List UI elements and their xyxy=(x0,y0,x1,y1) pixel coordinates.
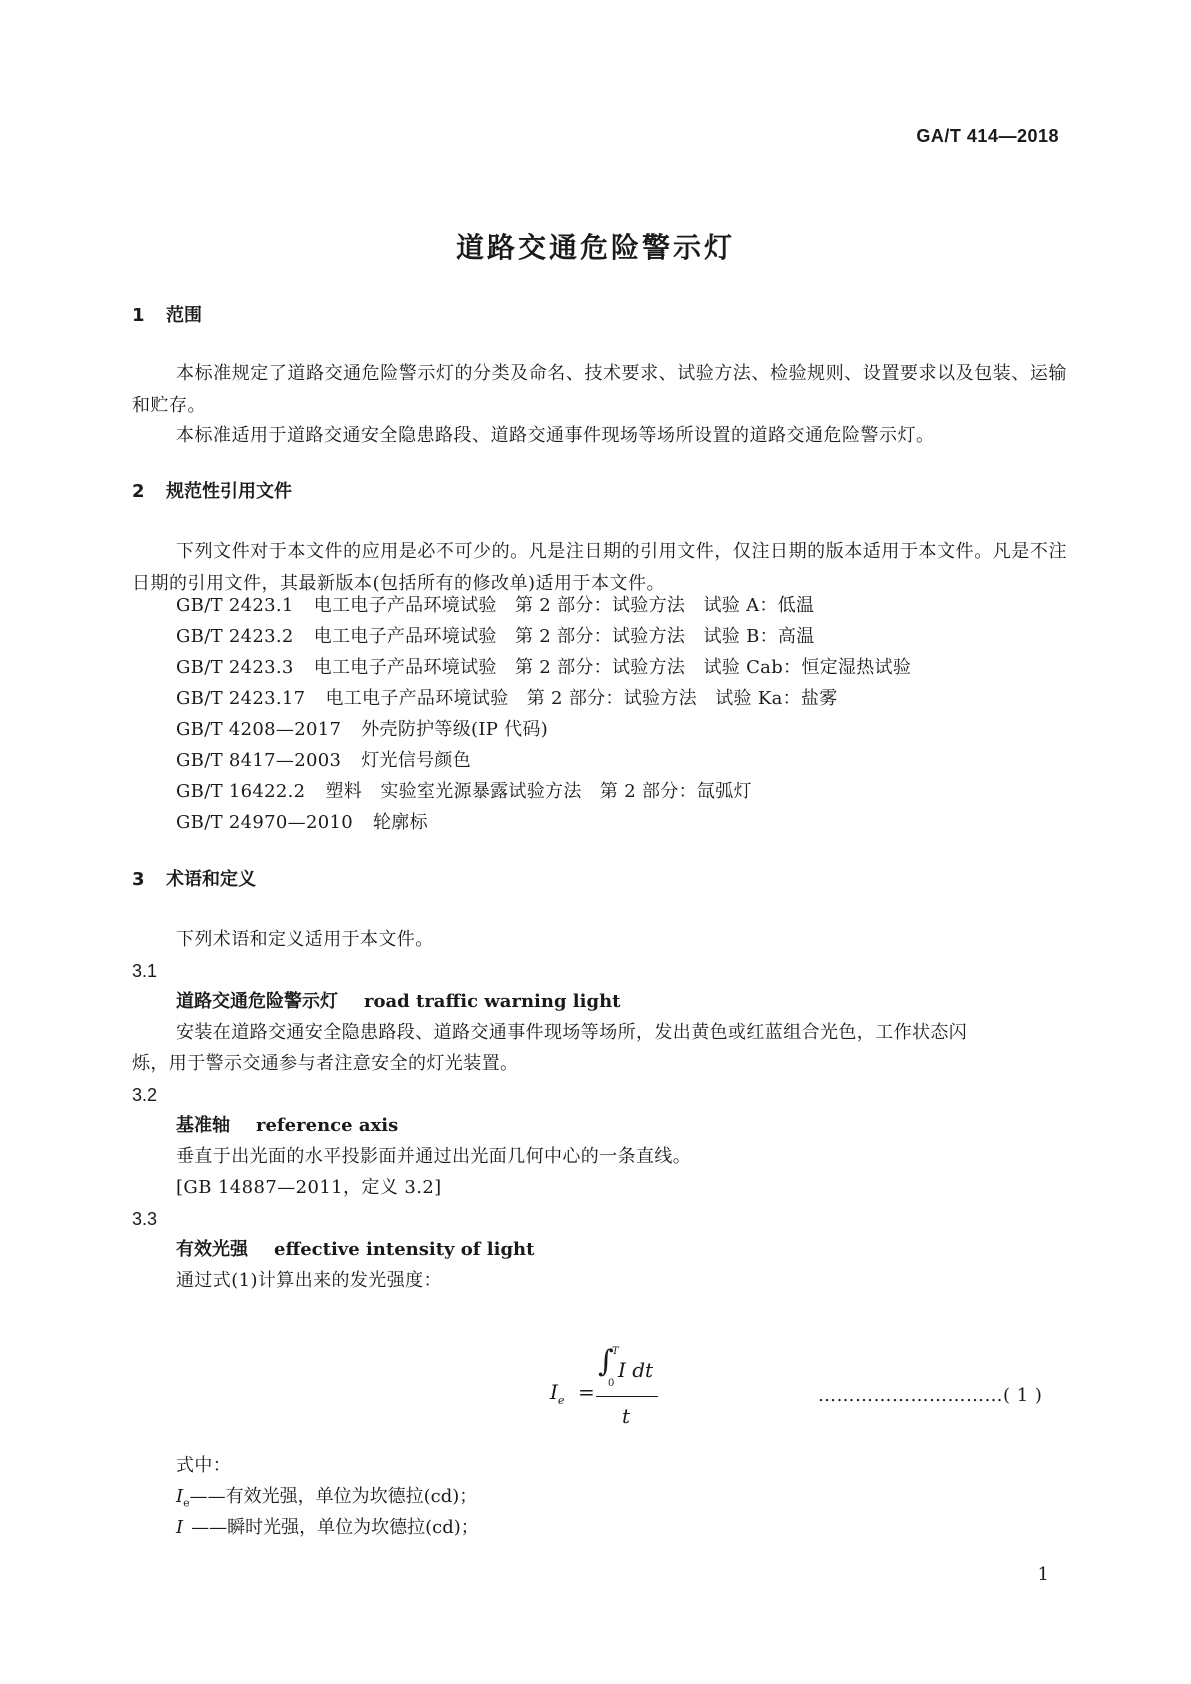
reference-item: GB/T 2423.1 电工电子产品环境试验 第 2 部分：试验方法 试验 A：低温 xyxy=(176,595,815,616)
term-number: 3.2 xyxy=(132,1085,158,1105)
where-label: 式中： xyxy=(176,1455,232,1476)
reference-item: GB/T 16422.2 塑料 实验室光源暴露试验方法 第 2 部分：氙弧灯 xyxy=(176,781,752,802)
section-1-paragraph-2: 本标准适用于道路交通安全隐患路段、道路交通事件现场等场所设置的道路交通危险警示灯。 xyxy=(176,425,935,446)
term-definition: 垂直于出光面的水平投影面并通过出光面几何中心的一条直线。 xyxy=(176,1146,692,1167)
fraction-bar xyxy=(596,1396,658,1397)
term-heading: 有效光强 effective intensity of light xyxy=(176,1239,535,1260)
formula-equals: = xyxy=(578,1380,595,1404)
effective-intensity-formula xyxy=(550,1344,660,1430)
section-2-paragraph-1: 下列文件对于本文件的应用是必不可少的。凡是注日期的引用文件，仅注日期的版本适用于本文件。凡是不注日期的引用文件，其最新版本(包括所有的修改单)适用于本文件。 xyxy=(132,541,1067,594)
term-definition: 通过式(1)计算出来的发光强度： xyxy=(176,1270,442,1291)
reference-item: GB/T 2423.17 电工电子产品环境试验 第 2 部分：试验方法 试验 Ka：盐雾 xyxy=(176,688,838,709)
formula-lhs: $I_e$ xyxy=(550,1380,565,1407)
term-heading: 基准轴 reference axis xyxy=(176,1115,399,1136)
integral-sign: ∫ xyxy=(598,1344,614,1379)
term-number: 3.1 xyxy=(132,961,158,981)
term-definition: 烁，用于警示交通参与者注意安全的灯光装置。 xyxy=(132,1053,519,1074)
variable-definition: $I_e——$有效光强，单位为坎德拉(cd)； xyxy=(176,1486,478,1510)
term-number: 3.3 xyxy=(132,1209,158,1229)
section-1-heading: 1 范围 xyxy=(132,305,202,326)
term-source: [GB 14887—2011，定义 3.2] xyxy=(176,1177,442,1198)
reference-item: GB/T 8417—2003 灯光信号颜色 xyxy=(176,750,472,771)
formula-integrand: I dt xyxy=(618,1358,654,1382)
formula-denominator: t xyxy=(622,1404,631,1428)
integral-upper-bound: T xyxy=(612,1346,619,1357)
section-1-paragraph-1: 本标准规定了道路交通危险警示灯的分类及命名、技术要求、试验方法、检验规则、设置要求以及包装、运输和贮存。 xyxy=(132,363,1067,416)
page-number: 1 xyxy=(1037,1564,1049,1585)
reference-item: GB/T 4208—2017 外壳防护等级(IP 代码) xyxy=(176,719,549,740)
section-3-heading: 3 术语和定义 xyxy=(132,869,256,890)
equation-number: …………………………( 1 ) xyxy=(818,1385,1043,1406)
section-3-intro: 下列术语和定义适用于本文件。 xyxy=(176,929,434,950)
reference-item: GB/T 24970—2010 轮廓标 xyxy=(176,812,428,833)
document-number: GA/T 414—2018 xyxy=(916,126,1059,146)
variable-definition: I ——瞬时光强，单位为坎德拉(cd)； xyxy=(176,1517,479,1538)
reference-item: GB/T 2423.3 电工电子产品环境试验 第 2 部分：试验方法 试验 Cab：恒定湿热试验 xyxy=(176,657,912,678)
term-heading: 道路交通危险警示灯 road traffic warning light xyxy=(176,991,621,1012)
document-title: 道路交通危险警示灯 xyxy=(455,231,735,264)
integral-lower-bound: 0 xyxy=(608,1378,615,1389)
reference-item: GB/T 2423.2 电工电子产品环境试验 第 2 部分：试验方法 试验 B：高温 xyxy=(176,626,815,647)
term-definition: 安装在道路交通安全隐患路段、道路交通事件现场等场所，发出黄色或红蓝组合光色，工作状态闪 xyxy=(176,1022,968,1043)
section-2-heading: 2 规范性引用文件 xyxy=(132,481,292,502)
